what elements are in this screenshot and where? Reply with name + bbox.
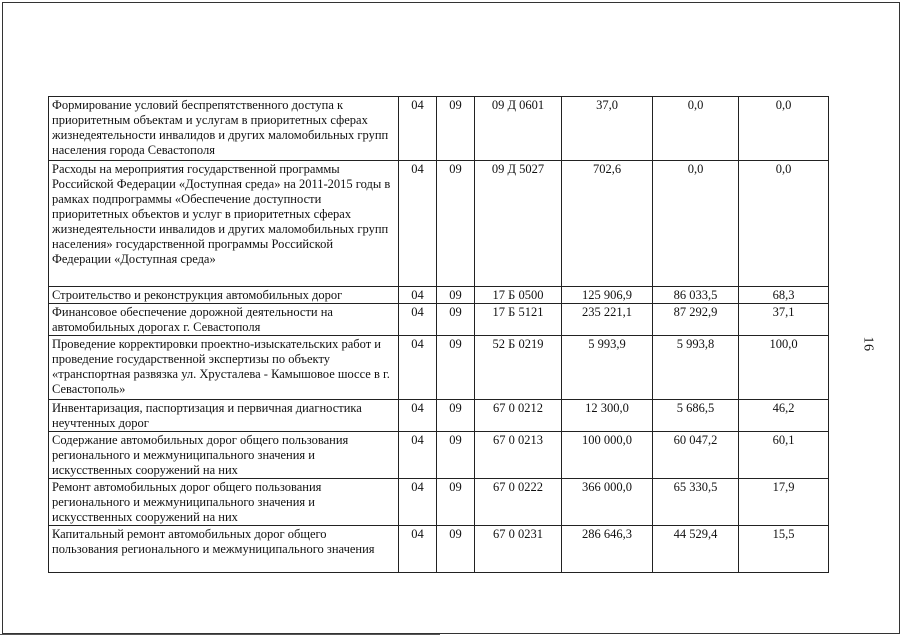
row-target-code: 52 Б 0219 [475, 336, 562, 400]
row-section: 04 [399, 161, 437, 287]
table-row [49, 336, 829, 400]
row-name: Проведение корректировки проектно-изыскательских работ и проведение государственной экспертизы по объекту «транспортная развязка ул. Хрусталева - Камышовое шоссе в г. Севастополь» [49, 336, 399, 400]
row-fact: 44 529,4 [653, 526, 739, 573]
row-name: Содержание автомобильных дорог общего пользования регионального и межмуниципального значения и искусственных сооружений на них [49, 432, 399, 479]
row-percent: 68,3 [739, 287, 829, 304]
row-percent: 100,0 [739, 336, 829, 400]
row-subsection: 09 [437, 400, 475, 432]
budget-table [48, 96, 829, 573]
row-percent: 60,1 [739, 432, 829, 479]
row-percent: 17,9 [739, 479, 829, 526]
row-subsection: 09 [437, 304, 475, 336]
row-fact: 60 047,2 [653, 432, 739, 479]
row-name: Инвентаризация, паспортизация и первичная диагностика неучтенных дорог [49, 400, 399, 432]
row-section: 04 [399, 304, 437, 336]
table-row [49, 526, 829, 573]
row-plan: 125 906,9 [562, 287, 653, 304]
row-plan: 12 300,0 [562, 400, 653, 432]
row-target-code: 67 0 0212 [475, 400, 562, 432]
row-plan: 702,6 [562, 161, 653, 287]
row-name: Ремонт автомобильных дорог общего пользования регионального и межмуниципального значения и искусственных сооружений на них [49, 479, 399, 526]
row-percent: 0,0 [739, 161, 829, 287]
row-target-code: 17 Б 5121 [475, 304, 562, 336]
row-section: 04 [399, 400, 437, 432]
row-percent: 15,5 [739, 526, 829, 573]
table-row [49, 304, 829, 336]
table-row [49, 161, 829, 287]
row-name: Расходы на мероприятия государственной программы Российской Федерации «Доступная среда» на 2011-2015 годы в рамках подпрограммы «Обеспечение доступности приоритетных объектов и услуг в приоритетных сферах жизнедеятельности инвалидов и других маломобильных групп населения» государственной программы Российской Федерации «Доступная среда» [49, 161, 399, 287]
row-plan: 366 000,0 [562, 479, 653, 526]
row-target-code: 09 Д 0601 [475, 97, 562, 161]
row-name: Капитальный ремонт автомобильных дорог общего пользования регионального и межмуниципального значения [49, 526, 399, 573]
row-section: 04 [399, 526, 437, 573]
row-target-code: 67 0 0231 [475, 526, 562, 573]
row-subsection: 09 [437, 479, 475, 526]
row-plan: 286 646,3 [562, 526, 653, 573]
row-section: 04 [399, 336, 437, 400]
row-percent: 0,0 [739, 97, 829, 161]
table-row [49, 400, 829, 432]
row-fact: 5 993,8 [653, 336, 739, 400]
row-percent: 46,2 [739, 400, 829, 432]
page-number: 16 [860, 336, 876, 352]
row-fact: 0,0 [653, 161, 739, 287]
row-plan: 235 221,1 [562, 304, 653, 336]
row-target-code: 67 0 0222 [475, 479, 562, 526]
row-plan: 5 993,9 [562, 336, 653, 400]
row-target-code: 17 Б 0500 [475, 287, 562, 304]
row-section: 04 [399, 479, 437, 526]
row-fact: 86 033,5 [653, 287, 739, 304]
table-row [49, 287, 829, 304]
row-name: Финансовое обеспечение дорожной деятельности на автомобильных дорогах г. Севастополя [49, 304, 399, 336]
row-subsection: 09 [437, 97, 475, 161]
row-fact: 5 686,5 [653, 400, 739, 432]
row-subsection: 09 [437, 432, 475, 479]
bottom-rule [0, 634, 440, 635]
row-plan: 37,0 [562, 97, 653, 161]
row-subsection: 09 [437, 526, 475, 573]
row-percent: 37,1 [739, 304, 829, 336]
row-fact: 0,0 [653, 97, 739, 161]
row-subsection: 09 [437, 336, 475, 400]
row-subsection: 09 [437, 161, 475, 287]
row-fact: 87 292,9 [653, 304, 739, 336]
table-row [49, 432, 829, 479]
row-target-code: 67 0 0213 [475, 432, 562, 479]
row-target-code: 09 Д 5027 [475, 161, 562, 287]
row-subsection: 09 [437, 287, 475, 304]
row-name: Строительство и реконструкция автомобильных дорог [49, 287, 399, 304]
row-section: 04 [399, 287, 437, 304]
table-row [49, 97, 829, 161]
row-section: 04 [399, 97, 437, 161]
row-fact: 65 330,5 [653, 479, 739, 526]
row-section: 04 [399, 432, 437, 479]
table-row [49, 479, 829, 526]
row-name: Формирование условий беспрепятственного доступа к приоритетным объектам и услугам в приоритетных сферах жизнедеятельности инвалидов и других маломобильных групп населения города Севастополя [49, 97, 399, 161]
row-plan: 100 000,0 [562, 432, 653, 479]
